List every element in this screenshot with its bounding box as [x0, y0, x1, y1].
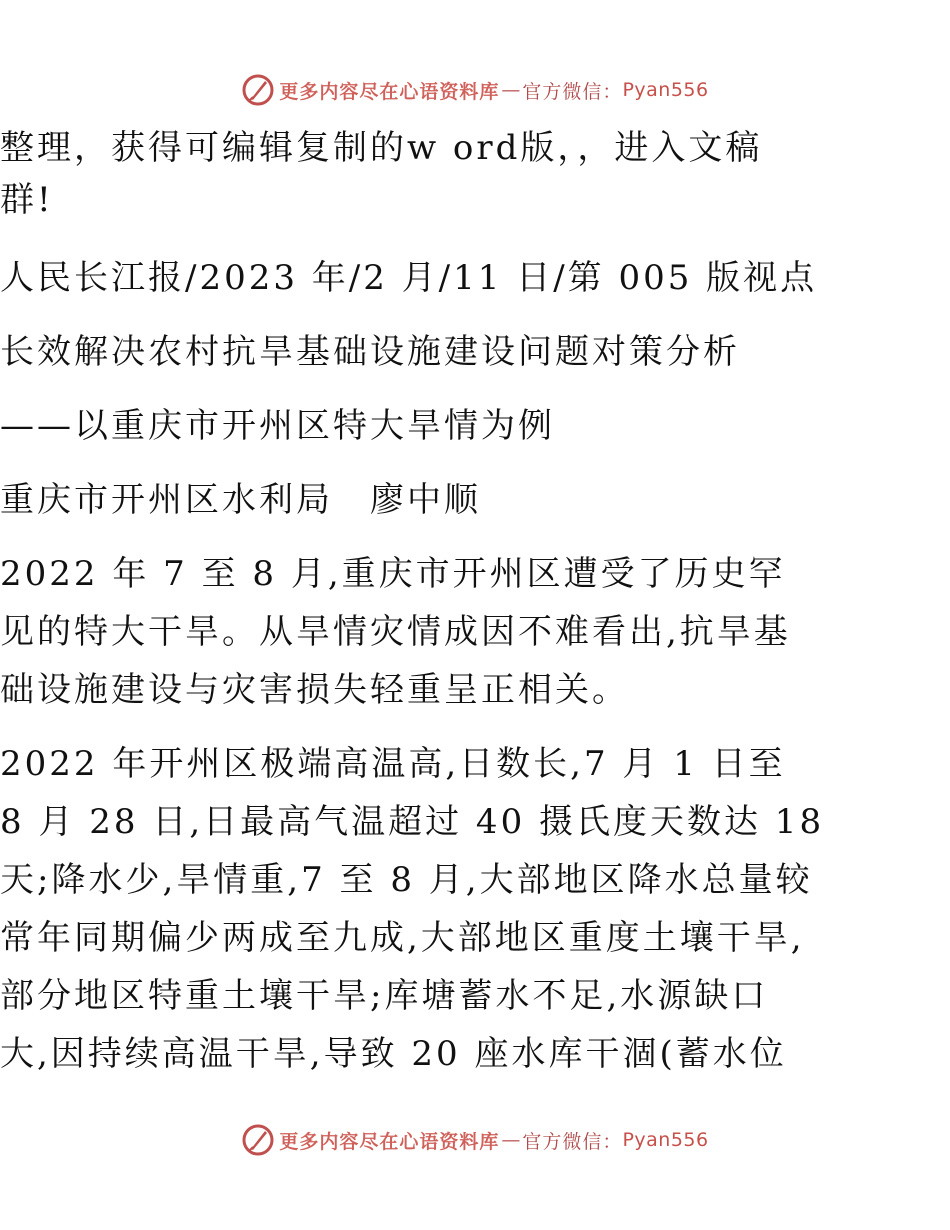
doc-line: 天;降水少,旱情重,7 至 8 月,大部地区降水总量较 [0, 860, 813, 900]
watermark-wechat-id: Pyan556 [622, 79, 709, 101]
doc-line: 部分地区特重土壤干旱;库塘蓄水不足,水源缺口 [0, 976, 769, 1016]
watermark-header [0, 70, 950, 110]
watermark-separator: — [501, 1129, 521, 1151]
doc-line: 础设施建设与灾害损失轻重呈正相关。 [0, 670, 629, 710]
doc-line: 重庆市开州区水利局 廖中顺 [0, 480, 481, 520]
doc-line: 2022 年 7 至 8 月,重庆市开州区遭受了历史罕 [0, 554, 786, 594]
doc-line: 2022 年开州区极端高温高,日数长,7 月 1 日至 [0, 744, 786, 784]
watermark-separator: — [501, 79, 521, 101]
doc-line: 整理，获得可编辑复制的w ord版，，进入文稿 [0, 128, 763, 168]
doc-line: 大,因持续高温干旱,导致 20 座水库干涸(蓄水位 [0, 1034, 787, 1074]
doc-line: 人民长江报/2023 年/2 月/11 日/第 005 版视点 [0, 258, 818, 298]
doc-line: 8 月 28 日,日最高气温超过 40 摄氏度天数达 18 [0, 802, 825, 842]
watermark-brand: 更多内容尽在心语资料库 [279, 1130, 500, 1153]
doc-line: ——以重庆市开州区特大旱情为例 [0, 406, 555, 446]
quill-circle-icon [241, 73, 275, 107]
doc-line: 常年同期偏少两成至九成,大部地区重度土壤干旱, [0, 918, 805, 958]
watermark-wechat-id: Pyan556 [622, 1129, 709, 1151]
watermark-label: 官方微信： [522, 80, 623, 103]
quill-circle-icon [241, 1123, 275, 1157]
doc-line: 长效解决农村抗旱基础设施建设问题对策分析 [0, 332, 740, 372]
doc-line: 群! [0, 180, 54, 220]
watermark-label: 官方微信： [522, 1130, 623, 1153]
doc-line: 见的特大干旱。从旱情灾情成因不难看出,抗旱基 [0, 612, 791, 652]
watermark-brand: 更多内容尽在心语资料库 [279, 80, 500, 103]
watermark-footer [0, 1120, 950, 1160]
